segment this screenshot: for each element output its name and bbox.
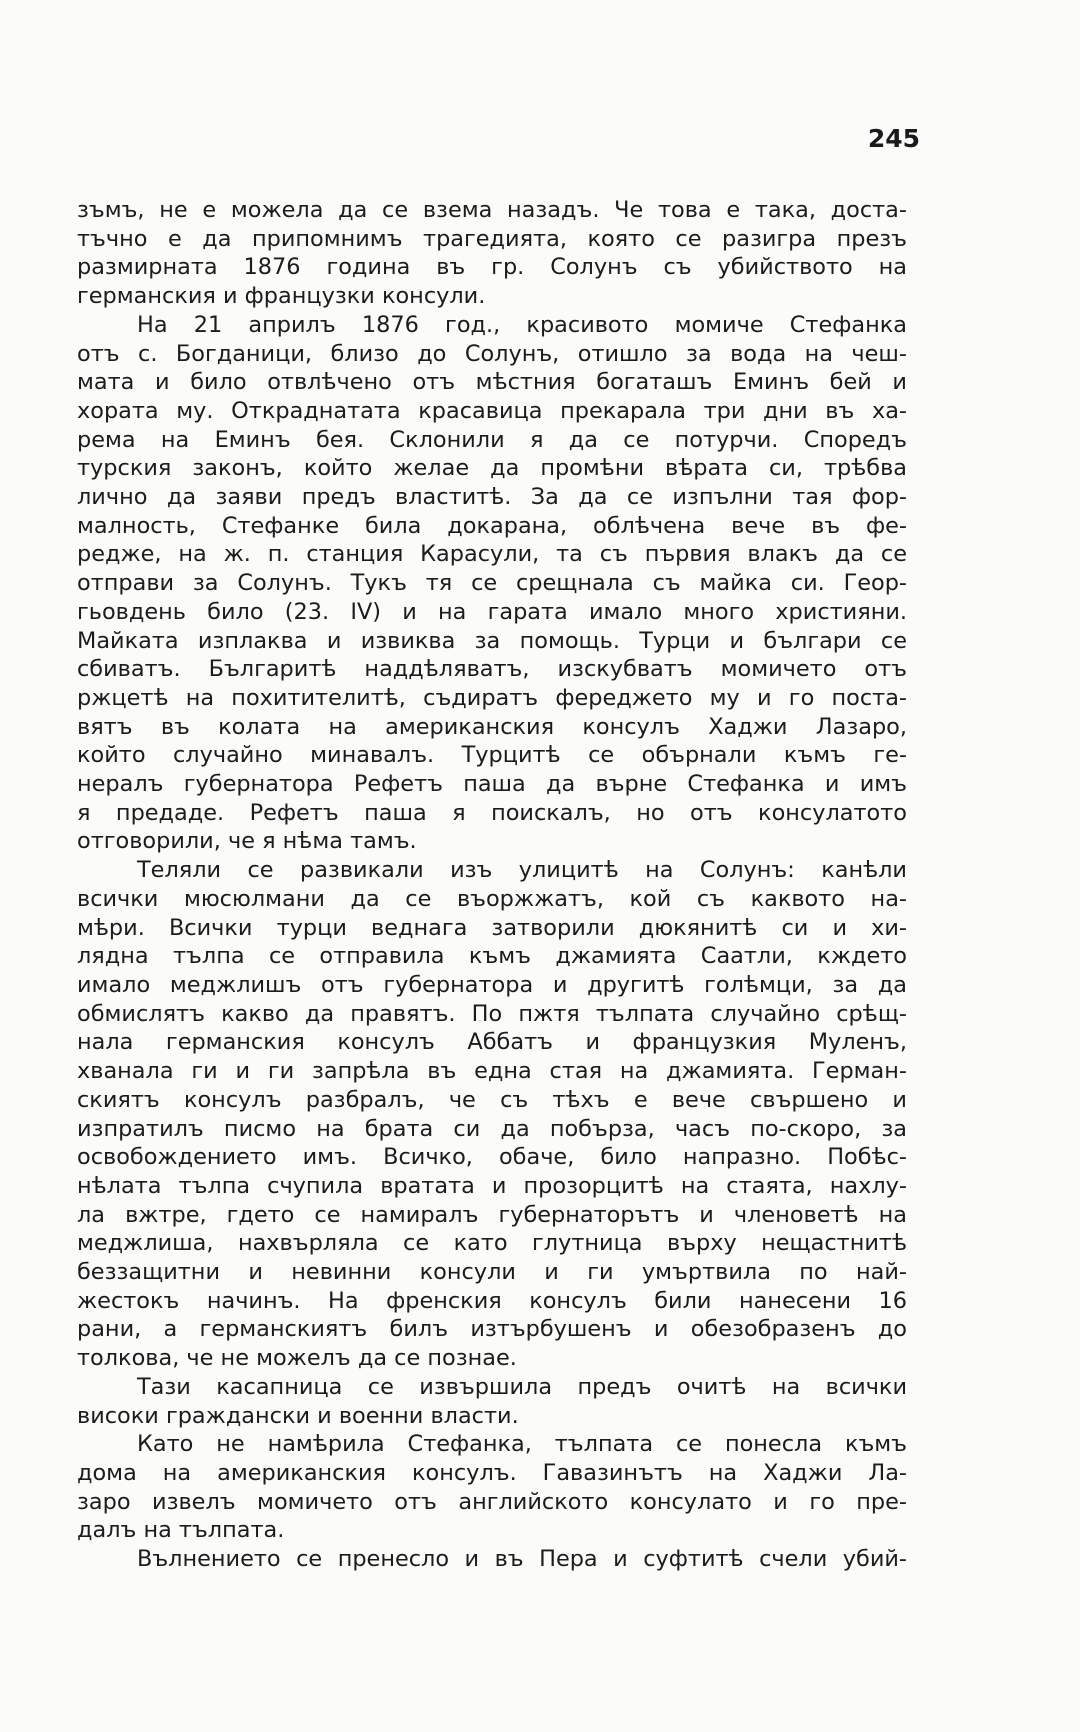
text-line: Майката изплаква и извиква за помощь. Турци и българи се — [77, 627, 907, 654]
text-line: който случайно минавалъ. Турцитѣ се обърнали къмъ ге- — [77, 742, 907, 769]
text-line: толкова, че не можелъ да се познае. — [77, 1345, 517, 1372]
text-line: хванала ги и ги запрѣла въ една стая на джамията. Герман- — [77, 1058, 907, 1085]
text-line: малность, Стефанке била докарана, облѣчена вече въ фе- — [77, 512, 907, 539]
text-line: отправи за Солунъ. Тукъ тя се срещнала съ майка си. Геор- — [77, 570, 907, 597]
text-line: далъ на тълпата. — [77, 1517, 285, 1544]
text-line: имало меджлишъ отъ губернатора и другитѣ голѣмци, за да — [77, 971, 907, 998]
text-line: я предаде. Рефетъ паша я поискалъ, но отъ консулатото — [77, 799, 907, 826]
text-line: изпратилъ писмо на брата си да побърза, часъ по-скоро, за — [77, 1115, 907, 1142]
text-line: отговорили, че я нѣма тамъ. — [77, 828, 417, 855]
text-line: Теляли се развикали изъ улицитѣ на Солунъ: канѣли — [137, 857, 907, 884]
text-line: беззащитни и невинни консули и ги умъртвила по най- — [77, 1259, 907, 1286]
body-text — [77, 196, 907, 1574]
text-line: На 21 априлъ 1876 год., красивото момиче Стефанка — [137, 311, 907, 338]
text-line: германския и французки консули. — [77, 283, 486, 310]
text-line: мѣри. Всички турци веднага затворили дюкянитѣ си и хи- — [77, 914, 907, 941]
text-line: хората му. Откраднатата красавица прекарала три дни въ ха- — [77, 397, 907, 424]
text-line: сбиватъ. Българитѣ наддѣляватъ, изскубватъ момичето отъ — [77, 656, 907, 683]
page-number: 245 — [867, 124, 920, 153]
text-line: освобождението имъ. Всичко, обаче, било напразно. Побѣс- — [77, 1144, 907, 1171]
text-line: Вълнението се пренесло и въ Пера и суфтитѣ счели убий- — [137, 1546, 907, 1573]
text-line: нѣлата тълпа счупила вратата и прозорцитѣ на стаята, нахлу- — [77, 1172, 907, 1199]
text-line: рани, а германскиятъ билъ изтърбушенъ и обезобразенъ до — [77, 1316, 907, 1343]
text-line: заро извелъ момичето отъ английското консулато и го пре- — [77, 1488, 907, 1515]
text-line: обмислятъ какво да правятъ. По пжтя тълпата случайно срѣщ- — [77, 1000, 907, 1027]
text-line: лядна тълпа се отправила къмъ джамията Саатли, кждето — [77, 943, 907, 970]
text-line: високи граждански и военни власти. — [77, 1402, 519, 1429]
text-line: отъ с. Богданици, близо до Солунъ, отишло за вода на чеш- — [77, 340, 907, 367]
text-line: нералъ губернатора Рефетъ паша да върне Стефанка и имъ — [77, 771, 907, 798]
text-line: рема на Еминъ бея. Склонили я да се потурчи. Споредъ — [77, 426, 907, 453]
text-line: Тази касапница се извършила предъ очитѣ на всички — [137, 1373, 907, 1400]
text-line: дома на американския консулъ. Гавазинътъ на Хаджи Ла- — [77, 1459, 907, 1486]
text-line: Като не намѣрила Стефанка, тълпата се понесла къмъ — [137, 1431, 907, 1458]
text-line: вятъ въ колата на американския консулъ Хаджи Лазаро, — [77, 713, 907, 740]
text-line: мата и било отвлѣчено отъ мѣстния богаташъ Еминъ бей и — [77, 369, 907, 396]
text-line: всички мюсюлмани да се въоржжатъ, кой съ каквото на- — [77, 885, 907, 912]
text-line: редже, на ж. п. станция Карасули, та съ първия влакъ да се — [77, 541, 907, 568]
text-line: меджлиша, нахвърляла се като глутница върху нещастнитѣ — [77, 1230, 907, 1257]
text-line: турския законъ, който желае да промѣни вѣрата си, трѣбва — [77, 455, 907, 482]
text-line: ла вжтре, гдето се намиралъ губернаторътъ и членоветѣ на — [77, 1201, 907, 1228]
text-line: гьовдень било (23. IV) и на гарата имало много християни. — [77, 598, 907, 625]
text-line: нала германския консулъ Аббатъ и французкия Муленъ, — [77, 1029, 907, 1056]
text-line: тъчно е да припомнимъ трагедията, която се разигра презъ — [77, 225, 907, 252]
text-line: размирната 1876 година въ гр. Солунъ съ убийството на — [77, 254, 907, 281]
text-line: жестокъ начинъ. На френския консулъ били нанесени 16 — [77, 1287, 907, 1314]
text-line: ржцетѣ на похитителитѣ, съдиратъ фереджето му и го поста- — [77, 684, 907, 711]
text-line: зъмъ, не е можела да се взема назадъ. Че това е така, доста- — [77, 197, 907, 223]
text-line: лично да заяви предъ властитѣ. За да се изпълни тая фор- — [77, 484, 907, 511]
text-line: скиятъ консулъ разбралъ, че съ тѣхъ е вече свършено и — [77, 1086, 907, 1113]
